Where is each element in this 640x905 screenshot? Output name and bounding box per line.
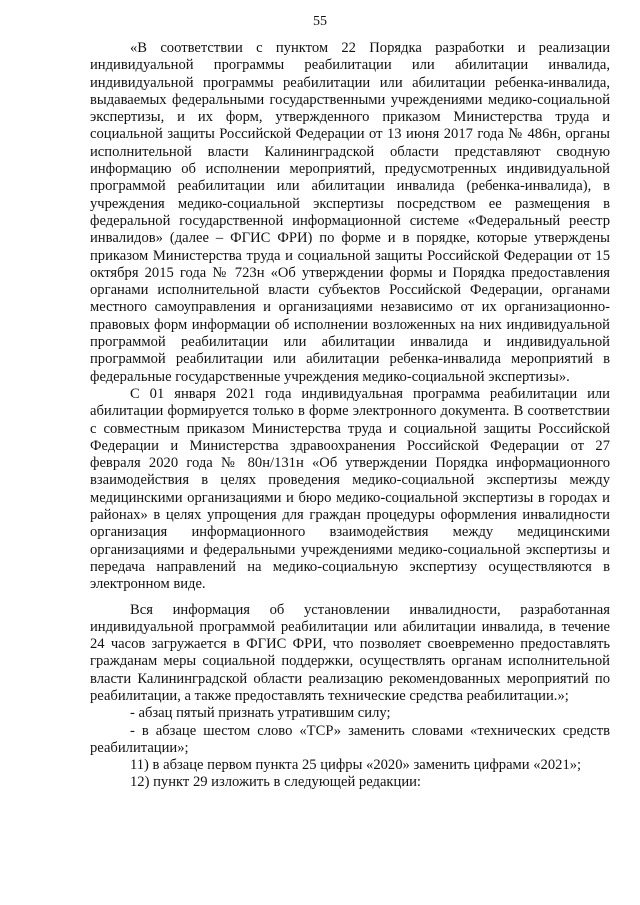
paragraph-disability-info: Вся информация об установлении инвалидности, разработанная индивидуальной программой реабилитации или абилитации инвалида, в течение 24 часов загружается в ФГИС ФРИ, что позволяет своевременно предоставлять гражданам меры социальной поддержки, осуществлять органам исполнительной власти Калининградской области реализацию рекомендованных мероприятий по реабилитации, а также предоставлять технические средства реабилитации.»;	[90, 601, 610, 704]
paragraph-quote-order: «В соответствии с пунктом 22 Порядка разработки и реализации индивидуальной программы реабилитации или абилитации инвалида, индивидуальной программы реабилитации или абилитации ребенка-инвалида, выдаваемых федеральными государственными учреждениями медико-социальной экспертизы, и их форм, утвержденного приказом Министерства труда и социальной защиты Российской Федерации от 13 июня 2017 года № 486н, органы исполнительной власти Калининградской области представляют сводную информацию об исполнении мероприятий, предусмотренных индивидуальной программой реабилитации или абилитации инвалида (ребенка-инвалида), в учреждения медико-социальной экспертизы посредством ее размещения в федеральной государственной информационной системе «Федеральный реестр инвалидов» (далее – ФГИС ФРИ) по форме и в порядке, которые утверждены приказом Министерства труда и социальной защиты Российской Федерации от 15 октября 2015 года № 723н «Об утверждении формы и Порядка предоставления органами исполнительной власти субъектов Российской Федерации, органами местного самоуправления и организациями независимо от их организационно-правовых форм информации об исполнении возложенных на них индивидуальной программой реабилитации или абилитации инвалида и индивидуальной программой реабилитации или абилитации ребенка-инвалида мероприятий в федеральные государственные учреждения медико-социальной экспертизы».	[90, 40, 610, 385]
page-number: 55	[313, 14, 327, 29]
document-body	[90, 40, 610, 792]
dash-item-1: - абзац пятый признать утратившим силу;	[130, 705, 391, 722]
paragraph-electronic-document: С 01 января 2021 года индивидуальная программа реабилитации или абилитации формируется только в форме электронного документа. В соответствии с совместным приказом Министерства труда и социальной защиты Российской Федерации и Министерства здравоохранения Российской Федерации от 27 февраля 2020 года № 80н/131н «Об утверждении Порядка информационного взаимодействия в целях проведения медико-социальной экспертизы между медицинскими организациями и бюро медико-социальной экспертизы в городах и районах» в целях упрощения для граждан процедуры оформления инвалидности организация информационного взаимодействия между медицинскими организациями и федеральными учреждениями медико-социальной экспертизы и передача направлений на медико-социальную экспертизу осуществляются в электронном виде.	[90, 385, 610, 593]
dash-item-2: - в абзаце шестом слово «ТСР» заменить словами «технических средств реабилитации»;	[90, 722, 610, 756]
list-item-11: 11) в абзаце первом пункта 25 цифры «2020» заменить цифрами «2021»;	[130, 757, 582, 774]
list-item-12: 12) пункт 29 изложить в следующей редакции:	[130, 774, 421, 791]
